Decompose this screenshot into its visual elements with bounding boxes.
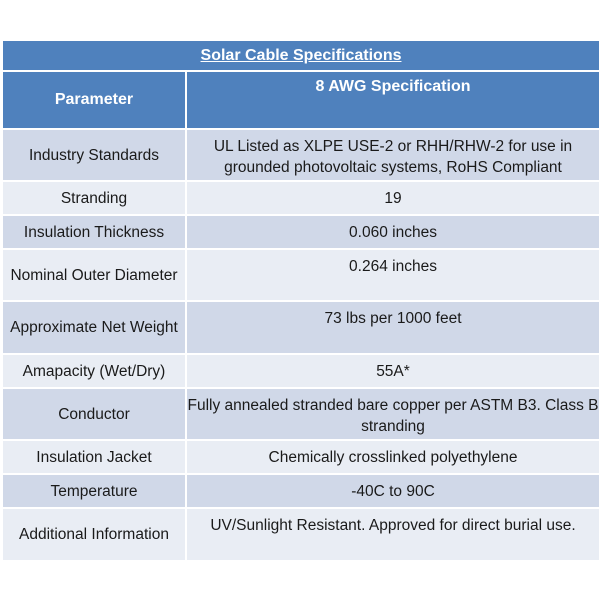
value-cell: 55A* xyxy=(186,354,600,388)
value-cell: UV/Sunlight Resistant. Approved for direct burial use. xyxy=(186,508,600,561)
table-row xyxy=(2,508,600,561)
table-row xyxy=(2,474,600,508)
table-title: Solar Cable Specifications xyxy=(2,40,600,71)
parameter-cell: Insulation Thickness xyxy=(2,215,186,249)
table-row xyxy=(2,181,600,215)
parameter-cell: Conductor xyxy=(2,388,186,440)
spec-table xyxy=(1,39,600,562)
table-row xyxy=(2,249,600,301)
value-cell: Fully annealed stranded bare copper per ASTM B3. Class B stranding xyxy=(186,388,600,440)
value-cell: 0.264 inches xyxy=(186,249,600,301)
value-cell: 19 xyxy=(186,181,600,215)
value-cell: Chemically crosslinked polyethylene xyxy=(186,440,600,474)
table-row xyxy=(2,440,600,474)
title-row xyxy=(2,40,600,71)
table-row xyxy=(2,354,600,388)
specification-column-header: 8 AWG Specification xyxy=(186,71,600,129)
parameter-cell: Industry Standards xyxy=(2,129,186,181)
value-cell: -40C to 90C xyxy=(186,474,600,508)
table-row xyxy=(2,388,600,440)
parameter-cell: Approximate Net Weight xyxy=(2,301,186,354)
table-row xyxy=(2,215,600,249)
table-row xyxy=(2,301,600,354)
parameter-column-header: Parameter xyxy=(2,71,186,129)
header-row xyxy=(2,71,600,129)
parameter-cell: Additional Information xyxy=(2,508,186,561)
parameter-cell: Temperature xyxy=(2,474,186,508)
parameter-cell: Amapacity (Wet/Dry) xyxy=(2,354,186,388)
value-cell: 0.060 inches xyxy=(186,215,600,249)
value-cell: UL Listed as XLPE USE-2 or RHH/RHW-2 for use in grounded photovoltaic systems, RoHS Compliant xyxy=(186,129,600,181)
parameter-cell: Stranding xyxy=(2,181,186,215)
parameter-cell: Nominal Outer Diameter xyxy=(2,249,186,301)
parameter-cell: Insulation Jacket xyxy=(2,440,186,474)
table-row xyxy=(2,129,600,181)
value-cell: 73 lbs per 1000 feet xyxy=(186,301,600,354)
